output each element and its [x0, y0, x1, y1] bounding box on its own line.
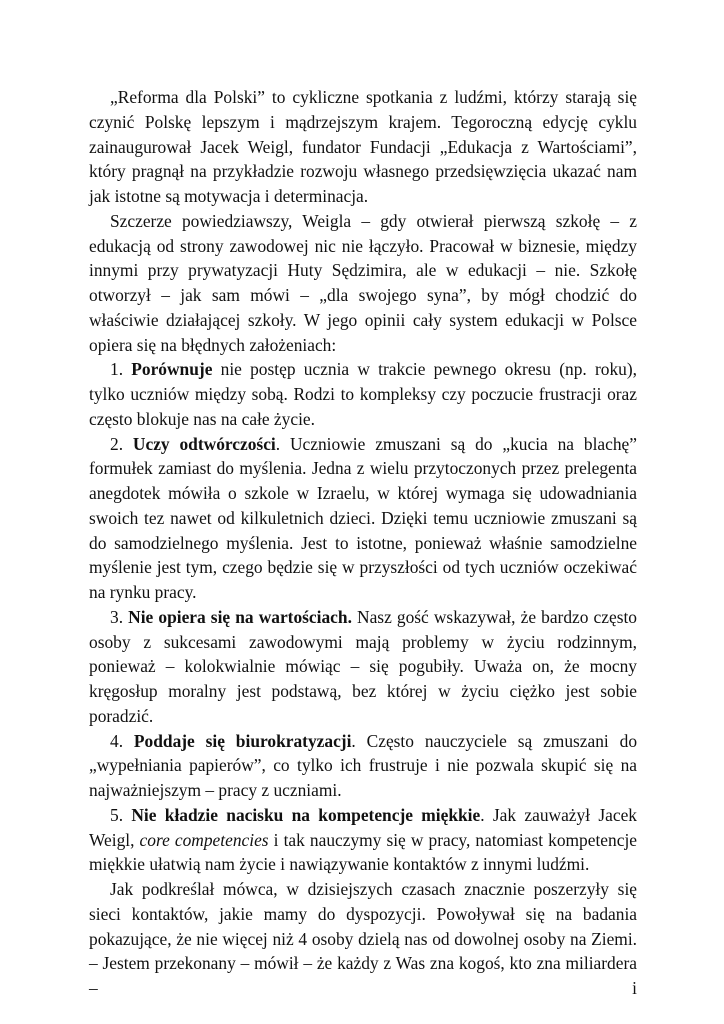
- paragraph: [89, 432, 637, 605]
- paragraph-text: . Uczniowie zmuszani są do „kucia na blachę” formułek zamiast do myślenia. Jedna z wielu przytoczonych przez prelegenta anegdotek mówiła o szkole w Izraelu, w której wymaga się udowadniania swoich tez nawet od kilkuletnich dzieci. Dzięki temu uczniowie zmuszani są do samodzielnego myślenia. Jest to istotne, ponieważ właśnie samodzielne myślenie jest tym, czego będzie się w przyszłości od tych uczniów oczekiwać na rynku pracy.: [89, 433, 637, 602]
- paragraph-text: Nasz gość wskazywał, że bardzo często osoby z sukcesami zawodowymi mają problemy w życiu rodzinnym, ponieważ – kolokwialnie mówiąc – się pogubiły. Uważa on, że mocny kręgosłup moralny jest podstawą, bez której w życiu ciężko jest sobie poradzić.: [89, 606, 638, 726]
- paragraph-text: 5.: [110, 804, 132, 825]
- paragraph: [89, 803, 637, 877]
- paragraph: [89, 729, 637, 803]
- paragraph-text: . Często nauczyciele są zmuszani do „wypełniania papierów”, co tylko ich frustruje i nie pozwala skupić się na najważniejszym – pracy z uczniami.: [89, 730, 638, 800]
- paragraph-text: 2.: [110, 433, 133, 454]
- paragraph-text: . Jak zauważył Jacek Weigl,: [89, 804, 637, 850]
- paragraph: [89, 357, 637, 431]
- paragraph: [89, 85, 637, 209]
- paragraph-text: Jak podkreślał mówca, w dzisiejszych czasach znacznie poszerzyły się sieci kontaktów, jakie mamy do dyspozycji. Powoływał się na badania pokazujące, że nie więcej niż 4 osoby dzielą nas od dowolnej osoby na Ziemi. – Jestem przekonany – mówił – że każdy z Was zna kogoś, kto zna miliardera – i: [89, 879, 637, 998]
- paragraph-text: 1.: [110, 359, 132, 380]
- paragraph: [89, 209, 637, 358]
- bold-heading-text: Nie opiera się na wartościach.: [128, 606, 352, 627]
- paragraph-text: 4.: [110, 730, 134, 751]
- paragraph-text: Szczerze powiedziawszy, Weigla – gdy otwierał pierwszą szkołę – z edukacją od strony zawodowej nic nie łączyło. Pracował w biznesie, między innymi przy prywatyzacji Huty Sędzimira, ale w edukacji – nie. Szkołę otworzył – jak sam mówi – „dla swojego syna”, by mógł chodzić do właściwie działającej szkoły. W jego opinii cały system edukacji w Polsce opiera się na błędnych założeniach:: [89, 210, 637, 355]
- italic-text: core competencies: [139, 829, 269, 850]
- paragraph: [89, 877, 637, 1001]
- paragraph: [89, 605, 637, 729]
- bold-heading-text: Porównuje: [131, 359, 213, 380]
- paragraph-text: „Reforma dla Polski” to cykliczne spotkania z ludźmi, którzy starają się czynić Polskę lepszym i mądrzejszym krajem. Tegoroczną edycję cyklu zainaugurował Jacek Weigl, fundator Fundacji „Edukacja z Wartościami”, który pragnął na przykładzie rozwoju własnego przedsięwzięcia ukazać nam jak istotne są motywacja i determinacja.: [89, 87, 637, 206]
- paragraph-text: i tak nauczymy się w pracy, natomiast kompetencje miękkie ułatwią nam życie i nawiązywanie kontaktów z innymi ludźmi.: [89, 829, 637, 875]
- bold-heading-text: Uczy odtwórczości: [132, 433, 276, 454]
- paragraph-text: nie postęp ucznia w trakcie pewnego okresu (np. roku), tylko uczniów między sobą. Rodzi to kompleksy czy poczucie frustracji oraz często blokuje nas na całe życie.: [89, 359, 637, 429]
- bold-heading-text: Nie kładzie nacisku na kompetencje miękkie: [131, 804, 481, 825]
- document-body: [89, 85, 637, 1001]
- bold-heading-text: Poddaje się biurokratyzacji: [133, 730, 352, 751]
- paragraph-text: 3.: [110, 606, 129, 627]
